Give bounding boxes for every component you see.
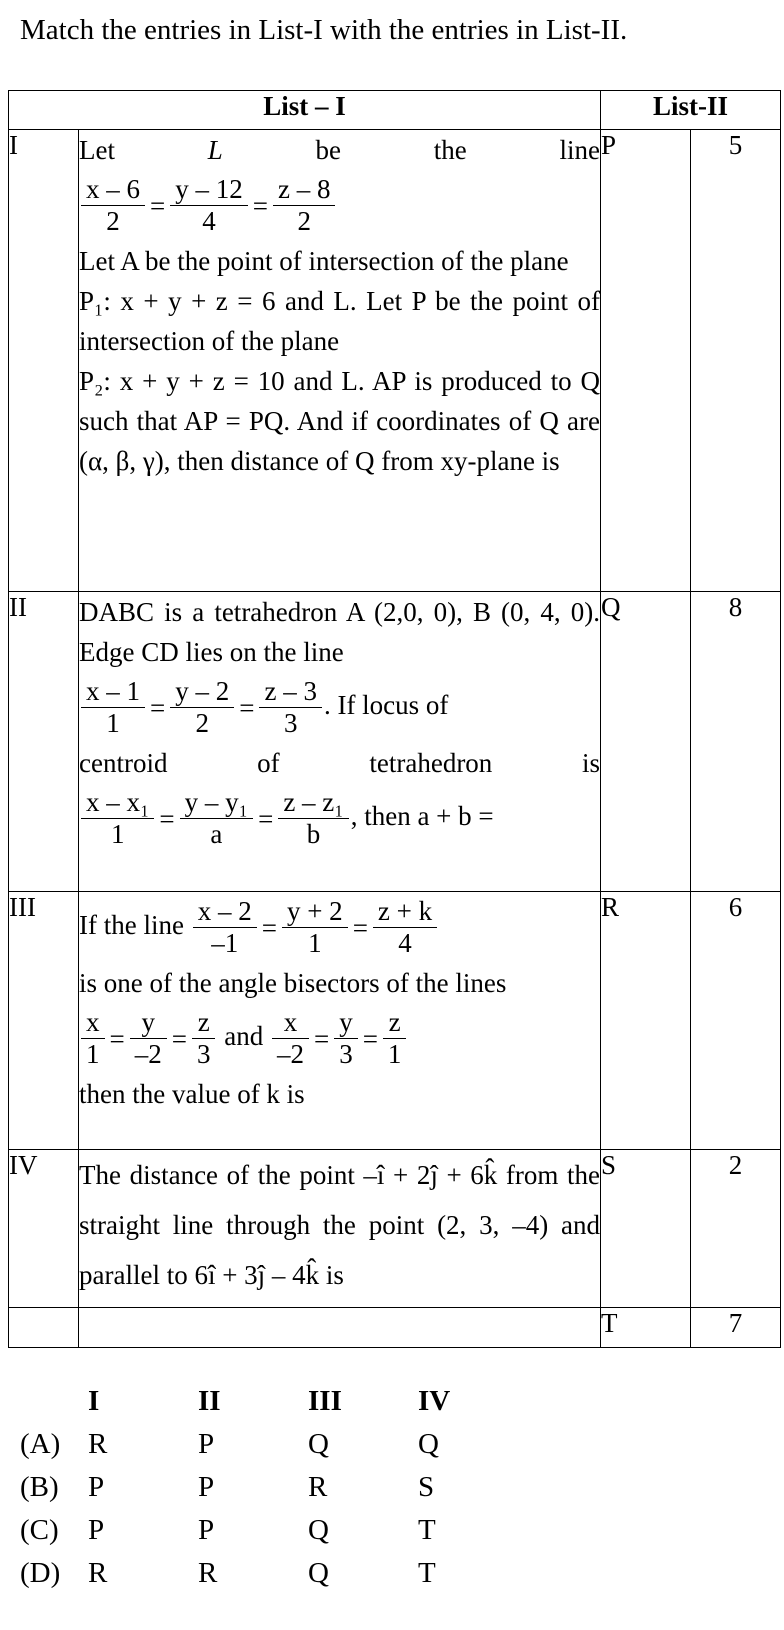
statement-text: Let A be the point of intersection of the plane [79, 246, 569, 277]
list2-letter: Q [601, 592, 691, 892]
list2-letter: T [601, 1308, 691, 1348]
option-row[interactable] [20, 1552, 528, 1595]
option-value: R [198, 1557, 218, 1589]
option-row[interactable] [20, 1423, 528, 1466]
option-value: P [198, 1471, 215, 1503]
option-value: Q [308, 1557, 329, 1589]
option-value: P [88, 1514, 105, 1546]
option-value: P [198, 1514, 215, 1546]
line-equation: If the line $\frac{x - 2}{-1}$ = $\frac{y + 2}{1}$ = $\frac{z + k}{4}$ [79, 896, 600, 959]
row-description [79, 130, 601, 592]
table-row [9, 130, 781, 592]
list2-value: 5 [691, 130, 781, 592]
options-header-cell: II [198, 1385, 221, 1417]
option-value: P [198, 1428, 215, 1460]
row-number: II [9, 592, 79, 892]
option-value: R [88, 1557, 108, 1589]
option-value: T [418, 1557, 436, 1589]
row-description [79, 592, 601, 892]
options-header-cell: IV [418, 1385, 451, 1417]
question-intro: Match the entries in List-I with the entries in List-II. [20, 14, 628, 46]
table-row [9, 592, 781, 892]
line-equation: $\frac{x - 1}{1}$ = $\frac{y - 2}{2}$ = $\frac{z - 3}{3}$ . If locus of [79, 676, 600, 739]
option-label[interactable]: (A) [20, 1428, 61, 1460]
line-statement: Let L be the line [79, 135, 600, 165]
row-number [9, 1308, 79, 1348]
statement-text: DABC is a tetrahedron A (2,0, 0), B (0, 4, 0). Edge CD lies on the line [79, 597, 600, 667]
answer-options [20, 1380, 528, 1595]
option-row[interactable] [20, 1509, 528, 1552]
options-header-cell: I [88, 1385, 100, 1417]
row-number: I [9, 130, 79, 592]
option-value: T [418, 1514, 436, 1546]
option-value: S [418, 1471, 435, 1503]
locus-equation: $\frac{\text{x – x₁}}{1}$ = $\frac{\text{y – y₁}}{a}$ = $\frac{\text{z – z₁}}{b}$ , then a + b = [79, 787, 600, 850]
option-label[interactable]: (B) [20, 1471, 59, 1503]
statement-text: P₁: x + y + z = 6 and L. Let P be the point of intersection of the plane [79, 286, 600, 357]
list2-value: 8 [691, 592, 781, 892]
statement-text: is one of the angle bisectors of the lines [79, 968, 507, 999]
option-value: Q [308, 1514, 329, 1546]
list2-value: 6 [691, 892, 781, 1150]
list2-letter: S [601, 1150, 691, 1308]
list2-value: 2 [691, 1150, 781, 1308]
row-number: III [9, 892, 79, 1150]
list2-letter: R [601, 892, 691, 1150]
table-row [9, 1150, 781, 1308]
row-description [79, 1150, 601, 1308]
options-header-row [20, 1380, 528, 1423]
option-value: R [308, 1471, 328, 1503]
statement-text: P₂: x + y + z = 10 and L. AP is produced to Q such that AP = PQ. And if coordinates of Q are (α, β, γ), then distance of Q from xy-plane is [79, 366, 600, 477]
table-header-row [9, 91, 781, 130]
lines-equation: $\frac{x}{1}$ = $\frac{y}{-2}$ = $\frac{z}{3}$ and $\frac{x}{-2}$ = $\frac{y}{3}$ = $\frac{z}{1}$ [79, 1007, 600, 1070]
option-value: Q [418, 1428, 439, 1460]
option-value: Q [308, 1428, 329, 1460]
statement-text: The distance of the point –î + 2ĵ + 6k̂ from the straight line through the point (2, 3, –4) and parallel to 6î + 3ĵ – 4k̂ is [79, 1160, 600, 1290]
match-table [8, 90, 781, 1348]
option-value: R [88, 1428, 108, 1460]
list1-header: List – I [9, 91, 601, 130]
line-equation: $\frac{x - 6}{2}$ = $\frac{y - 12}{4}$ = $\frac{z - 8}{2}$ [79, 174, 600, 237]
row-number: IV [9, 1150, 79, 1308]
table-row [9, 892, 781, 1150]
row-description [79, 892, 601, 1150]
table-row [9, 1308, 781, 1348]
list2-letter: P [601, 130, 691, 592]
option-label[interactable]: (D) [20, 1557, 61, 1589]
option-value: P [88, 1471, 105, 1503]
row-description [79, 1308, 601, 1348]
options-header-cell: III [308, 1385, 342, 1417]
statement-text: centroid of tetrahedron is [79, 748, 601, 779]
list2-value: 7 [691, 1308, 781, 1348]
option-row[interactable] [20, 1466, 528, 1509]
list2-header: List-II [601, 91, 781, 130]
statement-text: then the value of k is [79, 1079, 305, 1110]
option-label[interactable]: (C) [20, 1514, 59, 1546]
